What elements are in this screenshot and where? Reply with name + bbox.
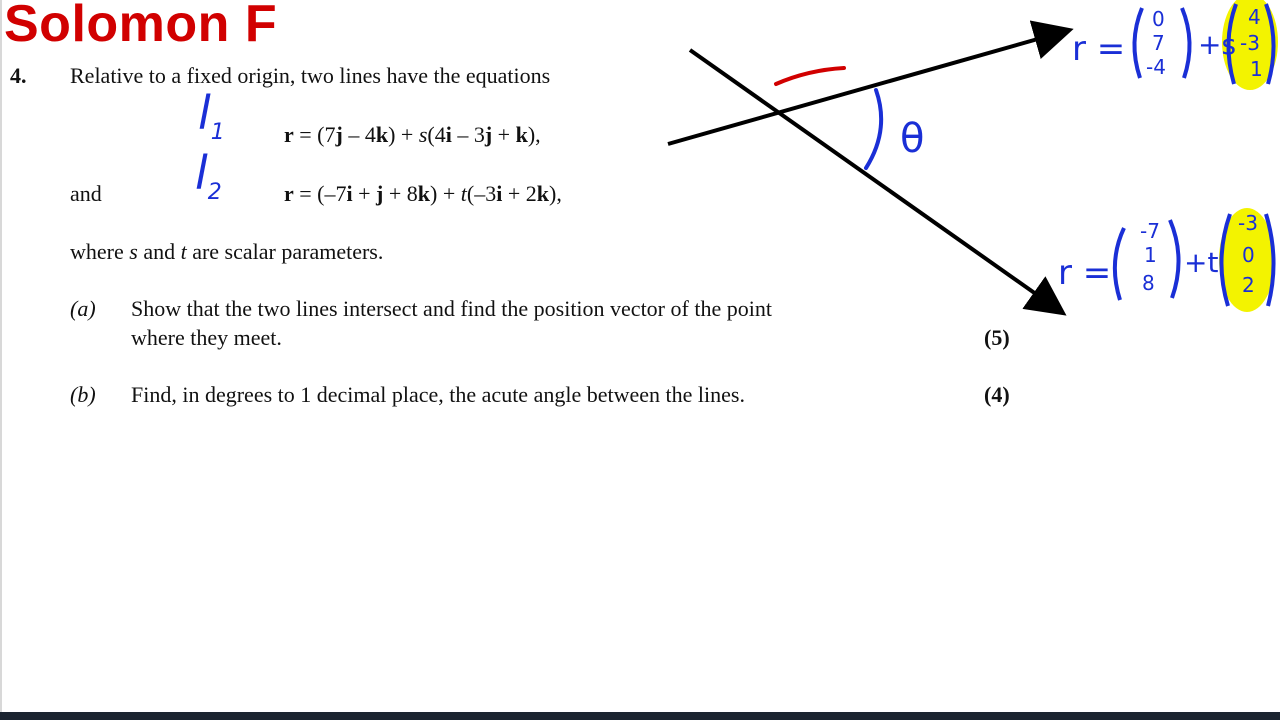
bottom-bar — [0, 712, 1280, 720]
theta-label: θ — [900, 116, 925, 162]
svg-text:-3: -3 — [1238, 211, 1258, 235]
part-a-text-line2: where they meet. — [131, 325, 282, 350]
sketch-line-1 — [668, 31, 1066, 144]
svg-text:4: 4 — [1248, 5, 1261, 29]
question-intro: Relative to a fixed origin, two lines have the equations — [70, 63, 551, 88]
svg-text:-3: -3 — [1240, 31, 1260, 55]
svg-text:0: 0 — [1242, 243, 1255, 267]
line2-equation: r = (–7i + j + 8k) + t(–3i + 2k), — [284, 181, 562, 206]
svg-text:r =: r = — [1058, 253, 1112, 293]
part-b-marks: (4) — [984, 382, 1010, 407]
page-title: Solomon F — [4, 0, 278, 53]
svg-text:r =: r = — [1072, 29, 1126, 69]
svg-text:+t: +t — [1184, 246, 1219, 279]
line1-equation: r = (7j – 4k) + s(4i – 3j + k), — [284, 122, 541, 147]
svg-text:2: 2 — [1242, 273, 1255, 297]
part-b-label: (b) — [70, 382, 96, 407]
svg-text:0: 0 — [1152, 7, 1165, 31]
svg-text:1: 1 — [1250, 57, 1263, 81]
svg-text:8: 8 — [1142, 271, 1155, 295]
svg-text:-7: -7 — [1140, 219, 1160, 243]
svg-text:1: 1 — [1144, 243, 1157, 267]
part-a-text-line1: Show that the two lines intersect and find the position vector of the point — [131, 296, 772, 321]
svg-text:7: 7 — [1152, 31, 1165, 55]
svg-text:+s: +s — [1198, 28, 1237, 61]
svg-text:-4: -4 — [1146, 55, 1166, 79]
part-b-text: Find, in degrees to 1 decimal place, the acute angle between the lines. — [131, 382, 745, 407]
part-a-label: (a) — [70, 296, 96, 321]
angle-arc — [866, 90, 881, 168]
parameters-note: where s and t are scalar parameters. — [70, 239, 384, 264]
question-number: 4. — [10, 63, 27, 88]
part-a-marks: (5) — [984, 325, 1010, 350]
handwritten-label-l1: $l_1$ — [198, 86, 225, 146]
red-pen-mark — [776, 68, 844, 84]
handwritten-label-l2: $l_2$ — [195, 146, 222, 206]
handwritten-vector-eq2 — [1058, 211, 1274, 306]
connector-and: and — [70, 181, 102, 206]
